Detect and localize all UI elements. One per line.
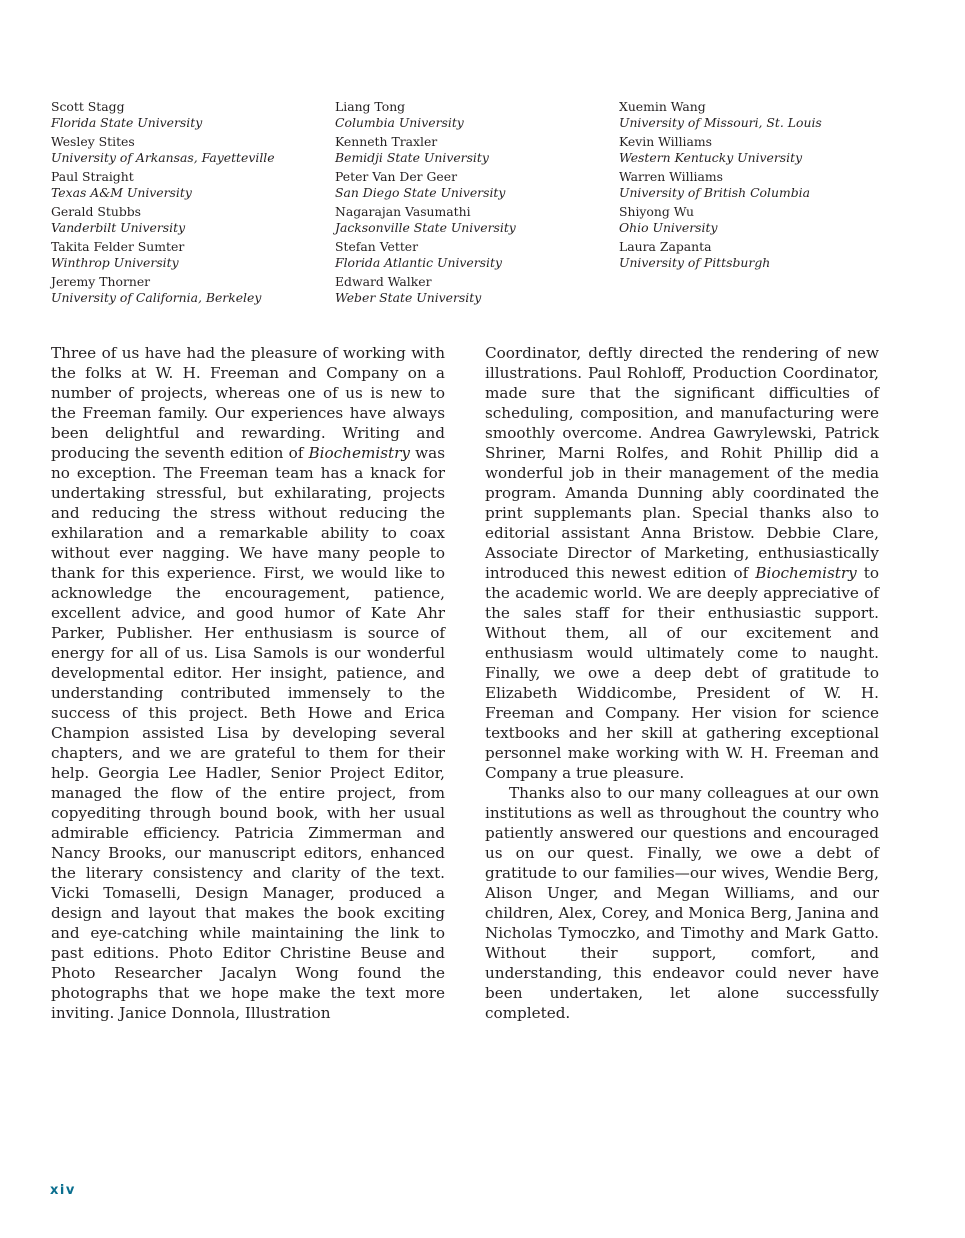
acknowledgments-paragraph: Thanks also to our many colleagues at our own institutions as well as throughout the country who patiently answered our questions and encouraged us on our quest. Finally, we owe a debt of gratitude to our families—our wives, Wendie Berg, Alison Unger, and Megan Williams, and our children, Alex, Corey, and Monica Berg, Janina and Nicholas Tymoczko, and Timothy and Mark Gatto. Without their support, comfort, and understanding, this endeavor could never have been undertaken, let alone successfully completed. — [485, 784, 879, 1022]
reviewer-entry — [335, 274, 619, 306]
reviewer-entry — [51, 274, 335, 306]
reviewer-column-2 — [335, 99, 619, 309]
reviewer-name: Liang Tong — [335, 99, 406, 114]
reviewer-list — [51, 99, 871, 309]
reviewer-entry — [619, 204, 871, 236]
reviewer-institution: Columbia University — [335, 115, 464, 130]
reviewer-institution: University of Pittsburgh — [619, 255, 771, 270]
reviewer-institution: Winthrop University — [51, 255, 179, 270]
reviewer-name: Warren Williams — [619, 169, 724, 184]
reviewer-institution: Florida State University — [51, 115, 203, 130]
reviewer-institution: San Diego State University — [335, 185, 506, 200]
paragraph-text: was no exception. The Freeman team has a knack for undertaking stressful, but exhilarating, projects and reducing the stress without reducing the exhilaration and a remarkable ability to coax without ever nagging. We have many people to thank for this experience. First, we would like to acknowledge the encouragement, patience, excellent advice, and good humor of Kate Ahr Parker, Publisher. Her enthusiasm is source of energy for all of us. Lisa Samols is our wonderful developmental editor. Her insight, patience, and understanding contributed immensely to the success of this project. Beth Howe and Erica Champion assisted Lisa by developing several chapters, and we are grateful to them for their help. Georgia Lee Hadler, Senior Project Editor, managed the flow of the entire project, from copyediting through bound book, with her usual admirable efficiency. Patricia Zimmerman and Nancy Brooks, our manuscript editors, enhanced the literary consistency and clarity of the text. Vicki Tomaselli, Design Manager, produced a design and layout that makes the book exciting and eye-catching while maintaining the link to past editions. Photo Editor Christine Beuse and Photo Researcher Jacalyn Wong found the photographs that we hope make the text more inviting. Janice Donnola, Illustration — [51, 444, 445, 1022]
reviewer-institution: University of Arkansas, Fayetteville — [51, 150, 275, 165]
paragraph-text: Three of us have had the pleasure of working with the folks at W. H. Freeman and Company on a number of projects, whereas one of us is new to the Freeman family. Our experiences have always been delightful and rewarding. Writing and producing the seventh edition of — [51, 344, 445, 462]
reviewer-institution: Ohio University — [619, 220, 718, 235]
reviewer-entry — [335, 99, 619, 131]
reviewer-name: Paul Straight — [51, 169, 134, 184]
reviewer-entry — [335, 204, 619, 236]
reviewer-institution: Western Kentucky University — [619, 150, 803, 165]
reviewer-entry — [335, 134, 619, 166]
reviewer-institution: Florida Atlantic University — [335, 255, 502, 270]
reviewer-column-1 — [51, 99, 335, 309]
reviewer-institution: Weber State University — [335, 290, 482, 305]
reviewer-institution: Jacksonville State University — [335, 220, 516, 235]
acknowledgments-paragraph — [485, 343, 879, 783]
reviewer-name: Nagarajan Vasumathi — [335, 204, 471, 219]
reviewer-name: Kevin Williams — [619, 134, 713, 149]
reviewer-name: Scott Stagg — [51, 99, 125, 114]
reviewer-entry — [335, 239, 619, 271]
reviewer-entry — [619, 99, 871, 131]
paragraph-text: Coordinator, deftly directed the rendering of new illustrations. Paul Rohloff, Production Coordinator, made sure that the significant difficulties of scheduling, composition, and manufacturing were smoothly overcome. Andrea Gawrylewski, Patrick Shriner, Marni Rolfes, and Rohit Phillip did a wonderful job in their management of the media program. Amanda Dunning ably coordinated the print supplemants plan. Special thanks also to editorial assistant Anna Bristow. Debbie Clare, Associate Director of Marketing, enthusiastically introduced this newest edition of — [485, 344, 879, 582]
reviewer-column-3 — [619, 99, 871, 309]
reviewer-institution: University of Missouri, St. Louis — [619, 115, 822, 130]
reviewer-entry — [51, 134, 335, 166]
reviewer-name: Shiyong Wu — [619, 204, 694, 219]
reviewer-name: Gerald Stubbs — [51, 204, 142, 219]
reviewer-entry — [51, 99, 335, 131]
reviewer-institution: University of California, Berkeley — [51, 290, 262, 305]
reviewer-institution: University of British Columbia — [619, 185, 810, 200]
reviewer-entry — [335, 169, 619, 201]
reviewer-entry — [619, 134, 871, 166]
acknowledgments-left-column — [51, 343, 445, 1023]
acknowledgments-paragraph — [51, 343, 445, 1023]
reviewer-name: Takita Felder Sumter — [51, 239, 185, 254]
reviewer-entry — [619, 169, 871, 201]
reviewer-name: Laura Zapanta — [619, 239, 712, 254]
reviewer-institution: Vanderbilt University — [51, 220, 186, 235]
book-title: Biochemistry — [755, 564, 857, 582]
reviewer-institution: Bemidji State University — [335, 150, 489, 165]
acknowledgments-body — [51, 343, 879, 1023]
page-number: xiv — [50, 1183, 76, 1198]
reviewer-name: Kenneth Traxler — [335, 134, 438, 149]
reviewer-name: Peter Van Der Geer — [335, 169, 458, 184]
reviewer-name: Wesley Stites — [51, 134, 135, 149]
reviewer-name: Edward Walker — [335, 274, 432, 289]
reviewer-name: Jeremy Thorner — [51, 274, 151, 289]
paragraph-text: to the academic world. We are deeply appreciative of the sales staff for their enthusiastic support. Without them, all of our excitement and enthusiasm would ultimately come to naught. Finally, we owe a deep debt of gratitude to Elizabeth Widdicombe, President of W. H. Freeman and Company. Her vision for science textbooks and her skill at gathering exceptional personnel make working with W. H. Freeman and Company a true pleasure. — [485, 564, 879, 782]
reviewer-institution: Texas A&M University — [51, 185, 192, 200]
reviewer-entry — [51, 169, 335, 201]
reviewer-name: Stefan Vetter — [335, 239, 419, 254]
acknowledgments-right-column — [485, 343, 879, 1023]
book-title: Biochemistry — [308, 444, 410, 462]
reviewer-entry — [51, 239, 335, 271]
reviewer-entry — [619, 239, 871, 271]
reviewer-name: Xuemin Wang — [619, 99, 706, 114]
reviewer-entry — [51, 204, 335, 236]
